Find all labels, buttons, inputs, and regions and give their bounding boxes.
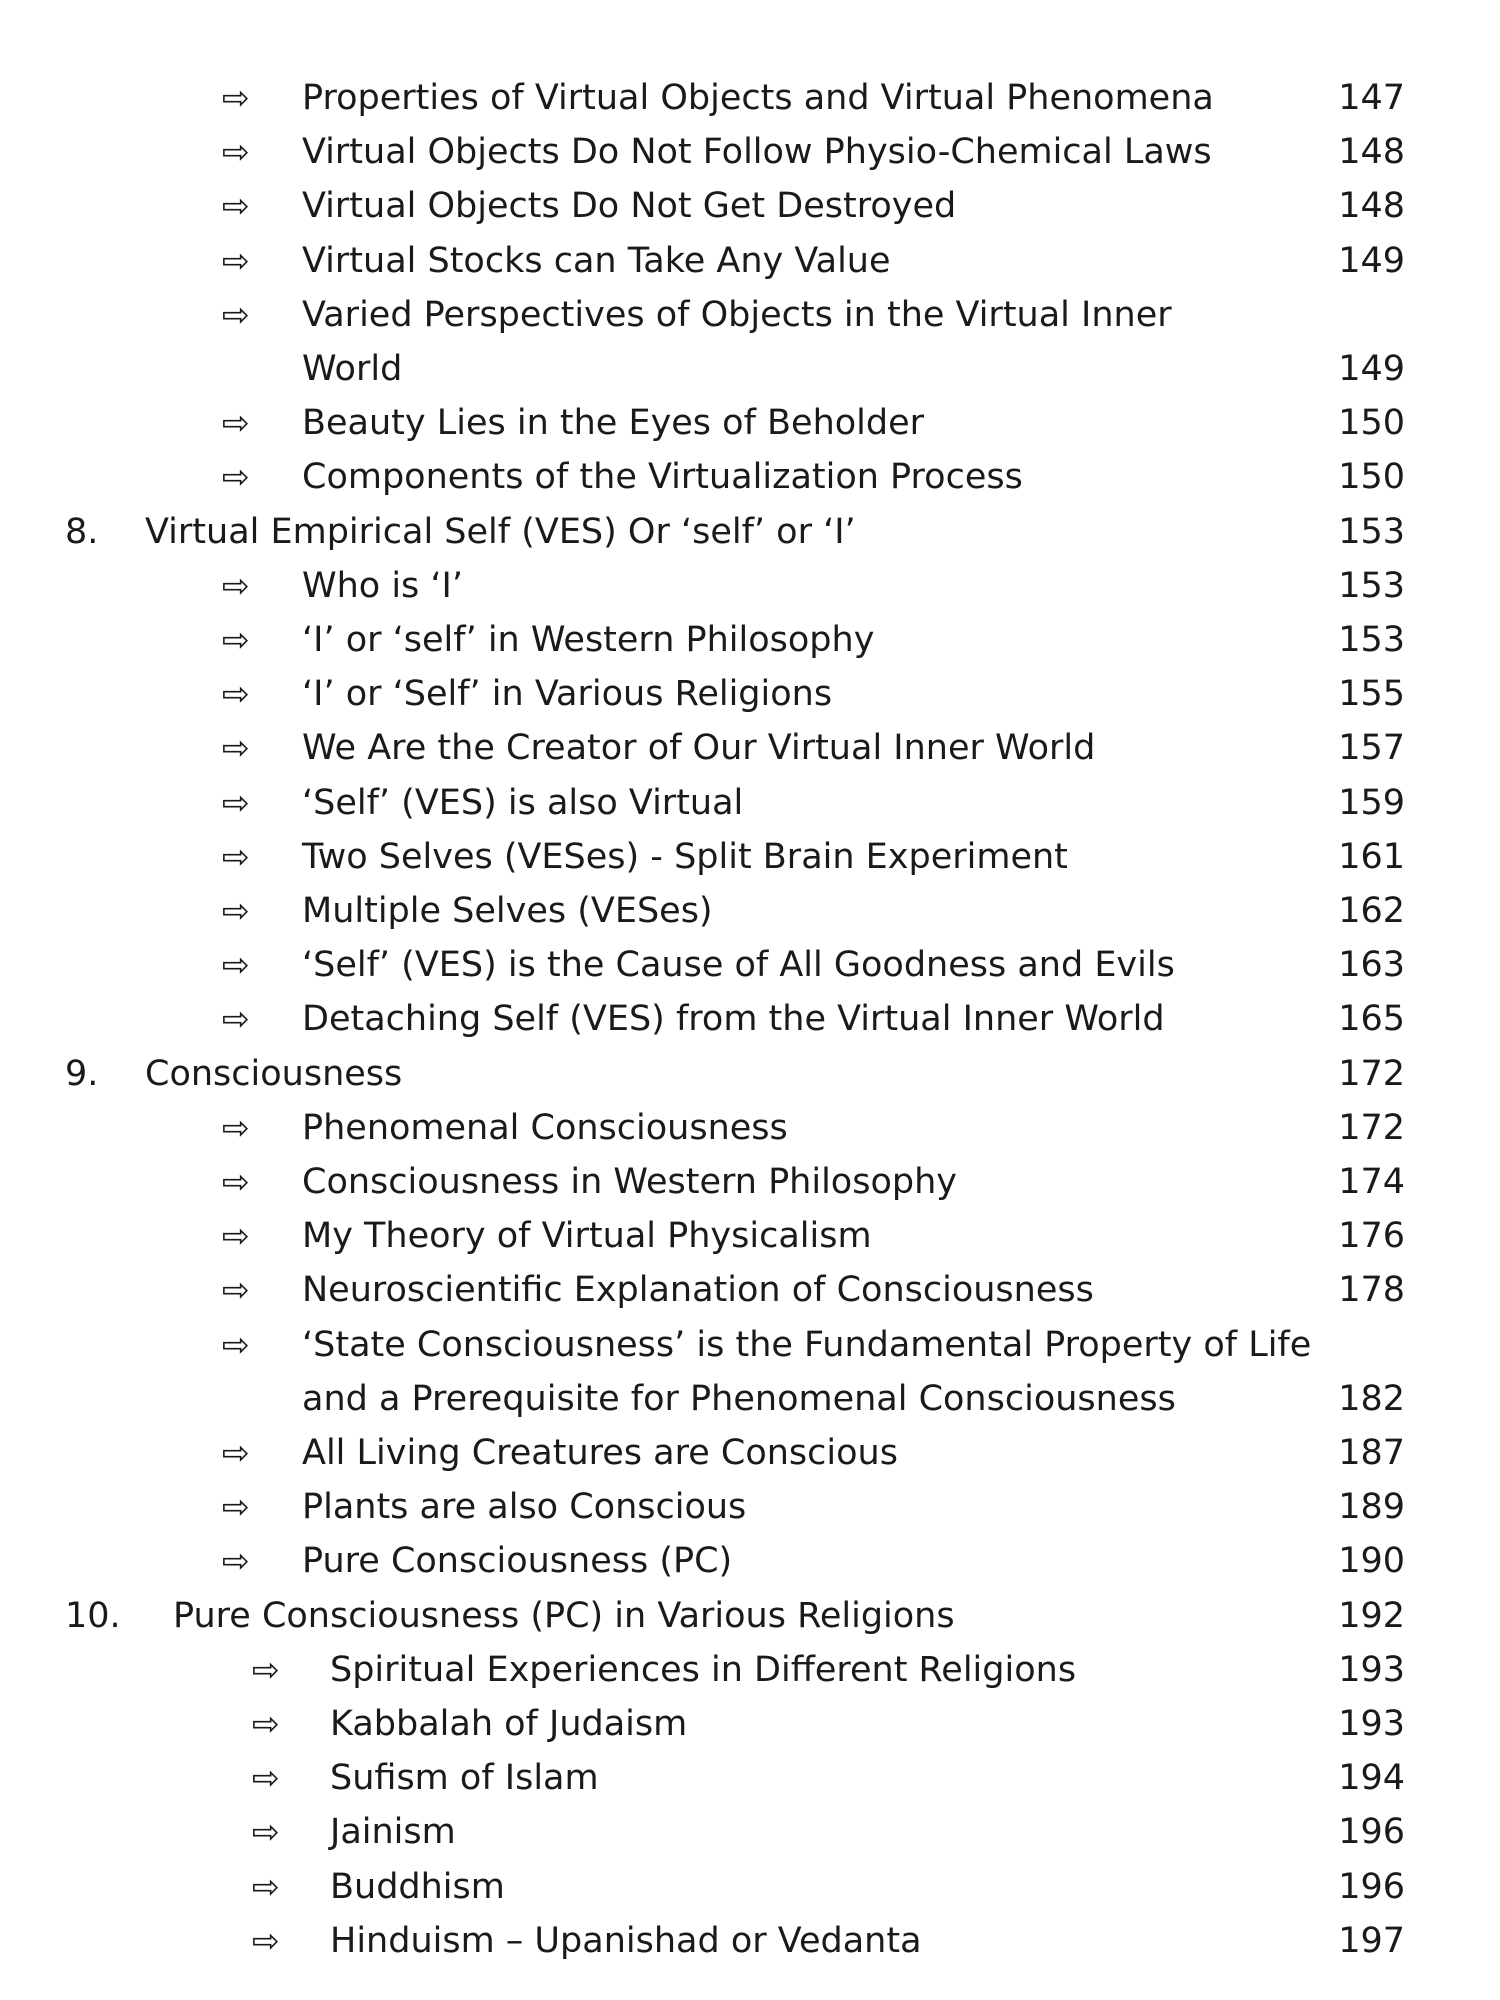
page-number: 162 (1338, 891, 1405, 931)
arrow-bullet-icon: ⇨ (222, 186, 250, 226)
entry-title: Who is ‘I’ (302, 565, 463, 606)
arrow-bullet-icon: ⇨ (222, 78, 250, 117)
toc-entry (0, 288, 1500, 342)
arrow-bullet-icon: ⇨ (222, 836, 250, 876)
page-number: 153 (1338, 620, 1405, 660)
arrow-bullet-icon: ⇨ (252, 1920, 280, 1960)
page-number: 153 (1338, 565, 1405, 606)
page-number: 196 (1338, 1866, 1405, 1907)
entry-title: Jainism (330, 1812, 456, 1853)
entry-title: All Living Creatures are Conscious (302, 1433, 898, 1473)
toc-entry (0, 992, 1500, 1046)
page-number: 187 (1338, 1433, 1405, 1473)
page-number: 176 (1338, 1216, 1405, 1257)
toc-entry (0, 1914, 1500, 1968)
page-number: 155 (1338, 674, 1405, 715)
entry-title: Two Selves (VESes) - Split Brain Experiment (302, 836, 1068, 877)
arrow-bullet-icon: ⇨ (222, 240, 250, 280)
entry-title: ‘I’ or ‘Self’ in Various Religions (302, 674, 833, 715)
toc-entry (0, 1209, 1500, 1263)
page-number: 190 (1338, 1541, 1405, 1582)
page-number: 193 (1338, 1649, 1405, 1690)
arrow-bullet-icon: ⇨ (222, 457, 250, 497)
entry-title: Virtual Stocks can Take Any Value (302, 240, 891, 281)
toc-entry (0, 1860, 1500, 1914)
entry-title: Spiritual Experiences in Different Religions (330, 1649, 1077, 1690)
entry-title: and a Prerequisite for Phenomenal Consciousness (302, 1378, 1176, 1419)
toc-entry (0, 125, 1500, 179)
toc-entry (0, 721, 1500, 775)
entry-title: Multiple Selves (VESes) (302, 891, 713, 931)
page-number: 161 (1338, 836, 1405, 877)
entry-title: Hinduism – Upanishad or Vedanta (330, 1920, 922, 1961)
page-number: 178 (1338, 1270, 1405, 1311)
page-number: 148 (1338, 186, 1405, 227)
arrow-bullet-icon: ⇨ (252, 1758, 280, 1798)
toc-entry (0, 1643, 1500, 1697)
toc-entry (0, 884, 1500, 938)
toc-entry (0, 830, 1500, 884)
entry-title: Phenomenal Consciousness (302, 1107, 788, 1148)
arrow-bullet-icon: ⇨ (222, 674, 250, 714)
entry-title: Neuroscientific Explanation of Consciousness (302, 1270, 1094, 1311)
page-number: 150 (1338, 457, 1405, 498)
toc-entry (0, 396, 1500, 450)
entry-title: Buddhism (330, 1866, 505, 1907)
entry-title: Consciousness in Western Philosophy (302, 1162, 957, 1202)
arrow-bullet-icon: ⇨ (222, 1162, 250, 1201)
arrow-bullet-icon: ⇨ (222, 294, 250, 334)
toc-entry (0, 179, 1500, 233)
toc-entry (0, 1372, 1500, 1426)
page-number: 182 (1338, 1378, 1405, 1419)
arrow-bullet-icon: ⇨ (222, 565, 250, 605)
page-number: 196 (1338, 1812, 1405, 1853)
arrow-bullet-icon: ⇨ (252, 1649, 280, 1689)
toc-entry (0, 1155, 1500, 1209)
entry-title: ‘I’ or ‘self’ in Western Philosophy (302, 620, 875, 660)
page-number: 157 (1338, 728, 1405, 769)
entry-title: ‘Self’ (VES) is the Cause of All Goodness and Evils (302, 945, 1175, 986)
toc-entry (0, 1534, 1500, 1588)
chapter-entry (0, 1047, 1500, 1101)
entry-title: Kabbalah of Judaism (330, 1704, 688, 1744)
arrow-bullet-icon: ⇨ (222, 1107, 250, 1147)
toc-entry (0, 667, 1500, 721)
arrow-bullet-icon: ⇨ (222, 1487, 250, 1527)
arrow-bullet-icon: ⇨ (222, 620, 250, 659)
toc-entry (0, 559, 1500, 613)
page-number: 189 (1338, 1487, 1405, 1528)
chapter-title: Virtual Empirical Self (VES) Or ‘self’ or ‘I’ (145, 511, 856, 552)
page-number: 172 (1338, 1053, 1405, 1094)
arrow-bullet-icon: ⇨ (222, 132, 250, 172)
toc-entry (0, 1426, 1500, 1480)
page-number: 165 (1338, 999, 1405, 1040)
page-number: 197 (1338, 1920, 1405, 1961)
toc-entry (0, 71, 1500, 125)
chapter-title: Pure Consciousness (PC) in Various Religions (173, 1595, 955, 1636)
page-number: 174 (1338, 1162, 1405, 1202)
chapter-number: 9. (65, 1053, 99, 1094)
entry-title: ‘State Consciousness’ is the Fundamental Property of Life (302, 1324, 1312, 1365)
arrow-bullet-icon: ⇨ (252, 1812, 280, 1852)
toc-entry (0, 1101, 1500, 1155)
toc-entry (0, 1805, 1500, 1859)
page-number: 153 (1338, 511, 1405, 552)
entry-title: Virtual Objects Do Not Follow Physio-Chemical Laws (302, 132, 1212, 173)
entry-title: Virtual Objects Do Not Get Destroyed (302, 186, 957, 227)
entry-title: Detaching Self (VES) from the Virtual Inner World (302, 999, 1165, 1040)
entry-title: Varied Perspectives of Objects in the Virtual Inner (302, 294, 1172, 335)
page-number: 147 (1338, 78, 1405, 118)
entry-title: Plants are also Conscious (302, 1487, 747, 1528)
arrow-bullet-icon: ⇨ (222, 1324, 250, 1364)
arrow-bullet-icon: ⇨ (222, 1541, 250, 1581)
arrow-bullet-icon: ⇨ (222, 891, 250, 930)
entry-title: Components of the Virtualization Process (302, 457, 1023, 498)
entry-title: My Theory of Virtual Physicalism (302, 1216, 872, 1257)
page-number: 149 (1338, 240, 1405, 281)
toc-entry (0, 450, 1500, 504)
arrow-bullet-icon: ⇨ (222, 1216, 250, 1256)
page-number: 148 (1338, 132, 1405, 173)
arrow-bullet-icon: ⇨ (222, 403, 250, 443)
toc-entry (0, 1318, 1500, 1372)
entry-title: Properties of Virtual Objects and Virtual Phenomena (302, 78, 1214, 118)
chapter-entry (0, 505, 1500, 559)
toc-entry (0, 234, 1500, 288)
page-number: 172 (1338, 1107, 1405, 1148)
entry-title: Pure Consciousness (PC) (302, 1541, 733, 1582)
arrow-bullet-icon: ⇨ (222, 1433, 250, 1472)
page-number: 149 (1338, 349, 1405, 389)
toc-entry (0, 1263, 1500, 1317)
chapter-entry (0, 1589, 1500, 1643)
toc-entry (0, 776, 1500, 830)
toc-entry (0, 1480, 1500, 1534)
chapter-number: 10. (65, 1595, 121, 1636)
page-number: 163 (1338, 945, 1405, 986)
arrow-bullet-icon: ⇨ (222, 782, 250, 822)
page-number: 192 (1338, 1595, 1405, 1636)
toc-entry (0, 1751, 1500, 1805)
page-number: 194 (1338, 1758, 1405, 1799)
page-number: 193 (1338, 1704, 1405, 1744)
entry-title: ‘Self’ (VES) is also Virtual (302, 782, 744, 823)
entry-title: World (302, 349, 403, 389)
arrow-bullet-icon: ⇨ (222, 1270, 250, 1310)
entry-title: Beauty Lies in the Eyes of Beholder (302, 403, 925, 444)
entry-title: We Are the Creator of Our Virtual Inner World (302, 728, 1096, 769)
entry-title: Sufism of Islam (330, 1758, 599, 1799)
arrow-bullet-icon: ⇨ (252, 1704, 280, 1743)
toc-entry (0, 1697, 1500, 1751)
chapter-number: 8. (65, 511, 99, 552)
toc-entry (0, 342, 1500, 396)
page-number: 150 (1338, 403, 1405, 444)
arrow-bullet-icon: ⇨ (222, 728, 250, 768)
page-number: 159 (1338, 782, 1405, 823)
arrow-bullet-icon: ⇨ (222, 999, 250, 1039)
toc-entry (0, 613, 1500, 667)
toc-entry (0, 938, 1500, 992)
arrow-bullet-icon: ⇨ (222, 945, 250, 985)
arrow-bullet-icon: ⇨ (252, 1866, 280, 1906)
chapter-title: Consciousness (145, 1053, 403, 1094)
